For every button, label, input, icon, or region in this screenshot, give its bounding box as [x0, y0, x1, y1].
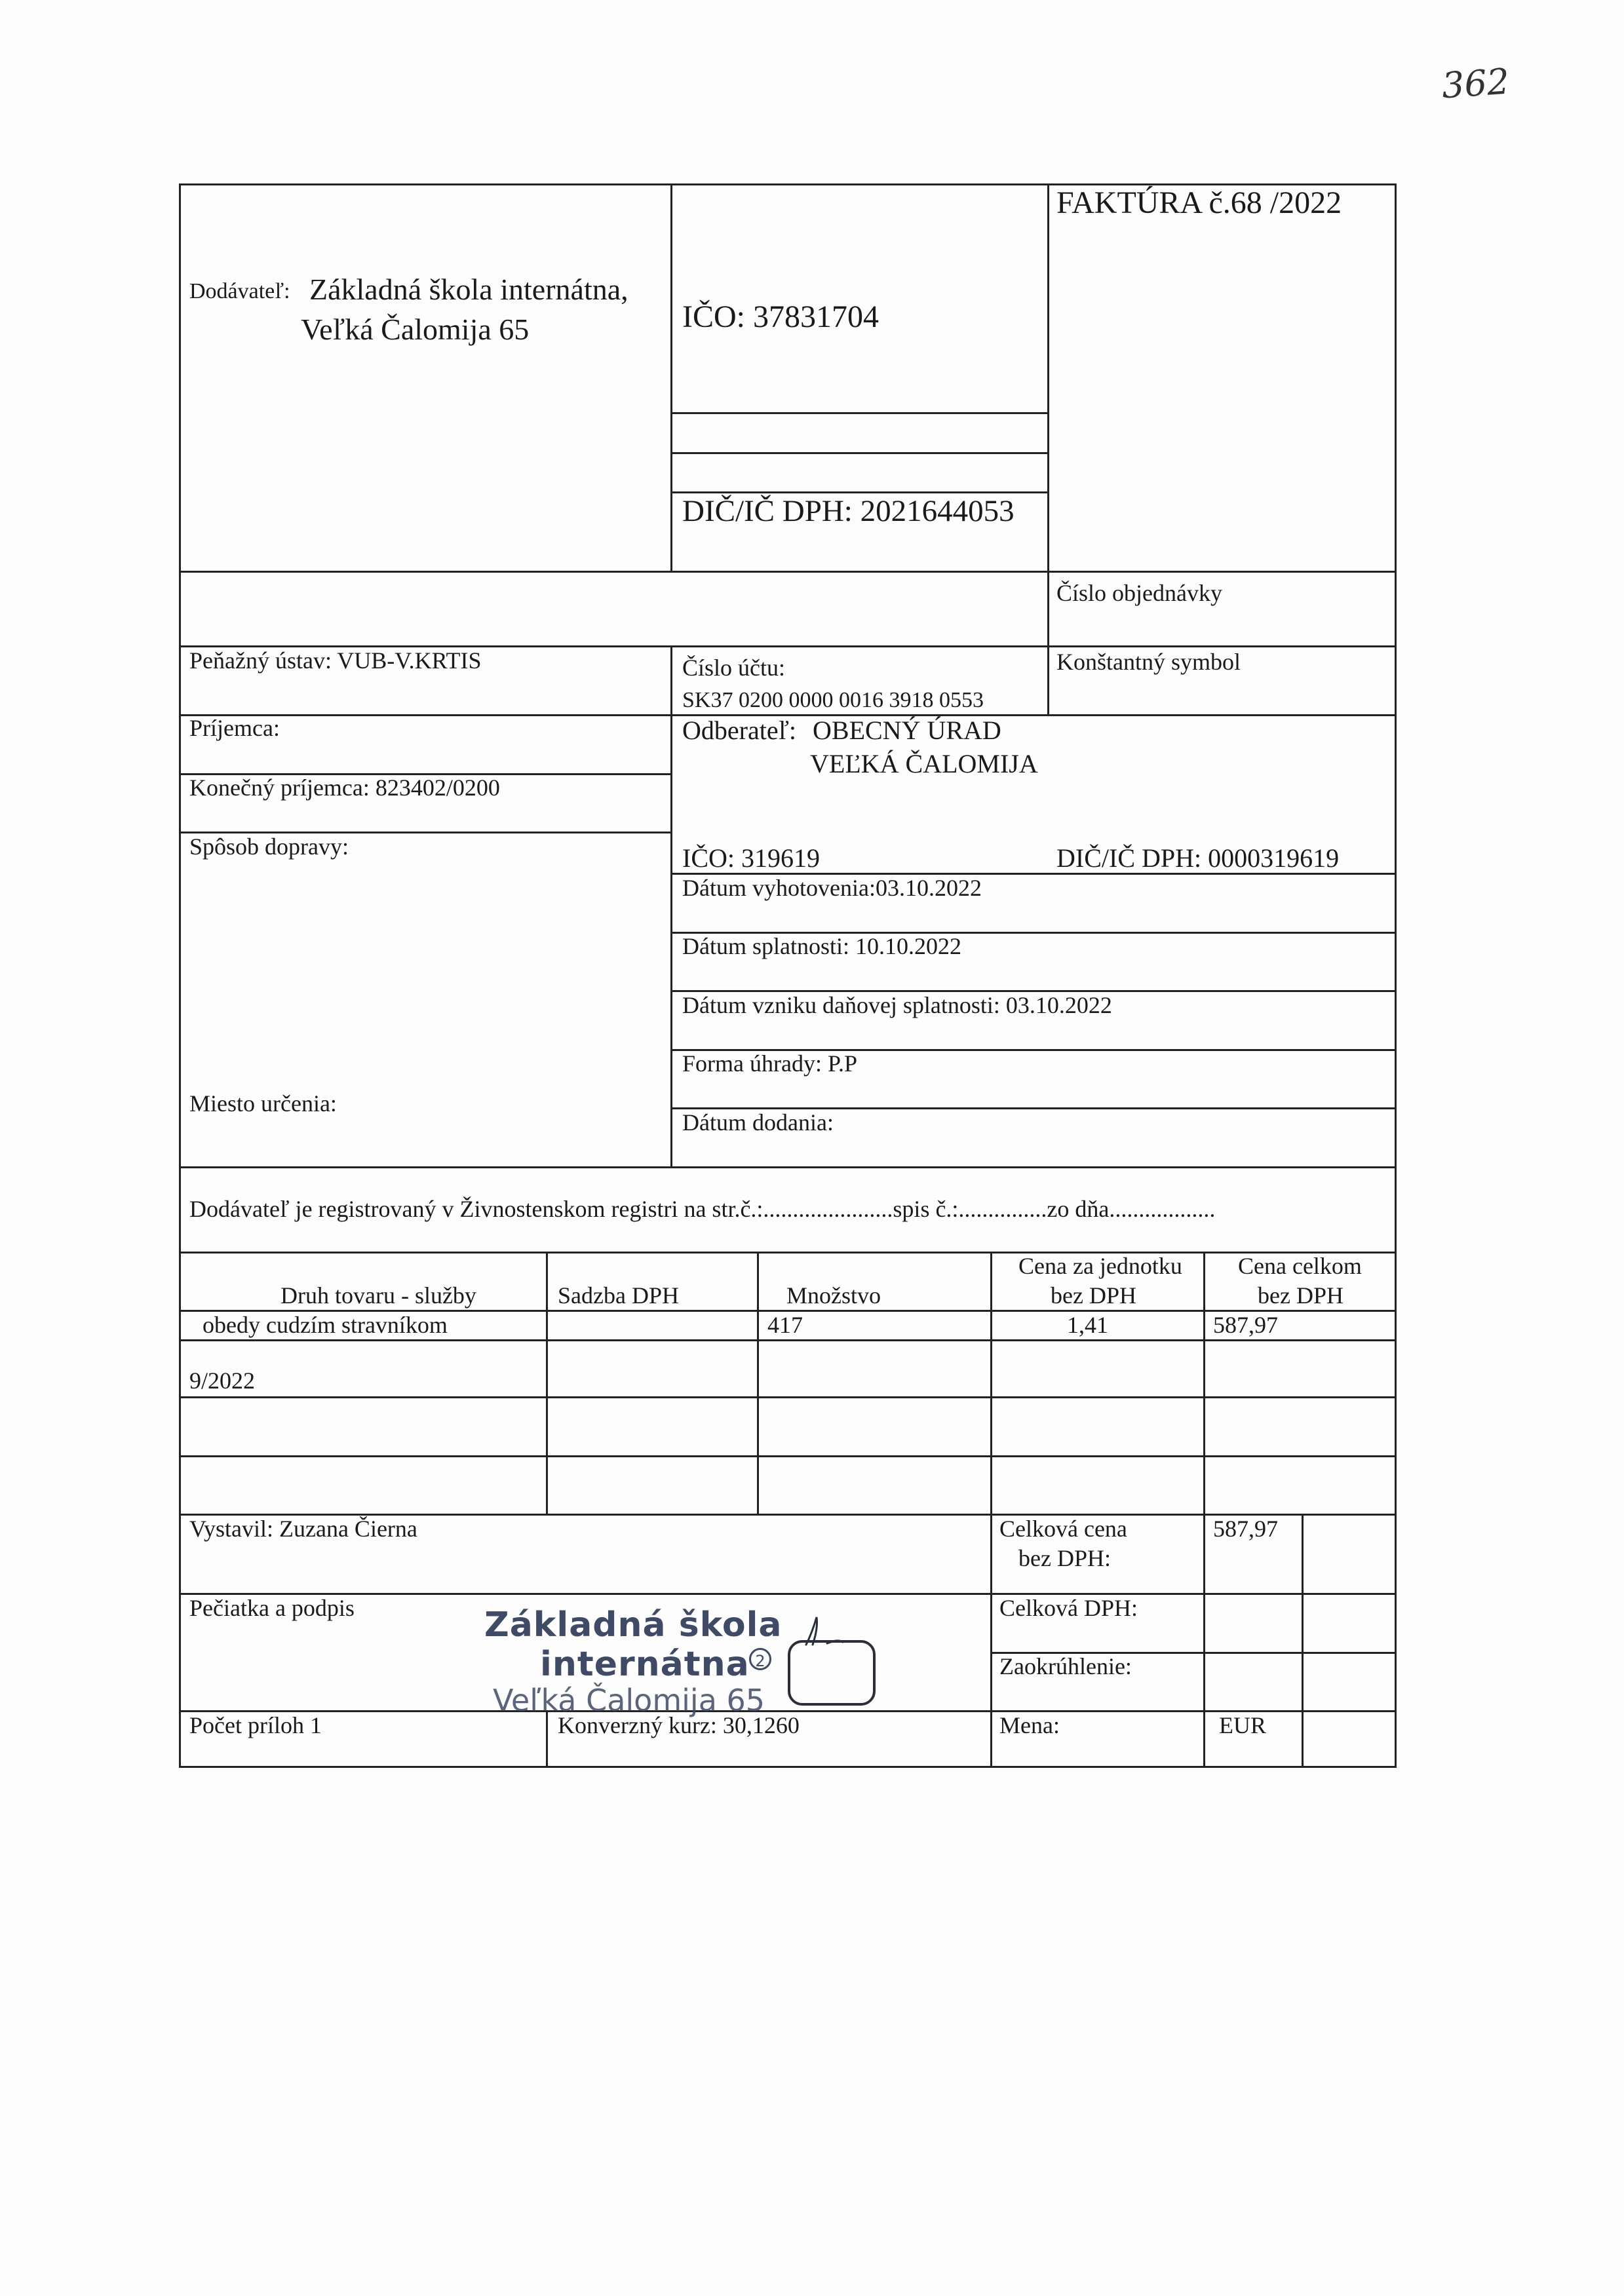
row-quantity: 417: [767, 1312, 803, 1338]
table-rule: [670, 452, 1047, 454]
delivery-date: Dátum dodania:: [682, 1109, 834, 1136]
header-description: Druh tovaru - služby: [280, 1282, 476, 1309]
table-rule: [546, 1710, 548, 1768]
table-rule: [179, 1396, 1397, 1398]
supplier-dic: DIČ/IČ DPH: 2021644053: [682, 494, 1015, 528]
customer-label: Odberateľ:: [682, 716, 796, 745]
invoice-title: FAKTÚRA č.68 /2022: [1056, 185, 1342, 220]
row-unit-price: 1,41: [1067, 1312, 1108, 1338]
table-rule: [179, 1593, 1397, 1595]
table-rule: [670, 491, 1047, 493]
total-net-value: 587,97: [1213, 1516, 1278, 1542]
payment-form: Forma úhrady: P.P: [682, 1050, 858, 1077]
header-vat-rate: Sadzba DPH: [558, 1282, 679, 1309]
table-rule: [670, 412, 1047, 414]
row-description: 9/2022: [189, 1368, 256, 1394]
exchange-rate: Konverzný kurz: 30,1260: [558, 1712, 800, 1738]
bank-name: Peňažný ústav: VUB-V.KRTIS: [189, 647, 482, 674]
header-quantity: Množstvo: [786, 1282, 881, 1309]
stamp-number: 2: [749, 1648, 771, 1670]
total-net-label-sub: bez DPH:: [1018, 1545, 1111, 1571]
rounding-label: Zaokrúhlenie:: [999, 1653, 1132, 1679]
supplier-name: Základná škola internátna,: [309, 273, 628, 306]
constant-symbol-label: Konštantný symbol: [1056, 649, 1241, 675]
tax-point-date: Dátum vzniku daňovej splatnosti: 03.10.2022: [682, 992, 1112, 1018]
stamp-line-3: Veľká Čalomija 65: [493, 1683, 765, 1718]
registration-note: Dodávateľ je registrovaný v Živnostenskom registri na str.č.:......................spis č.:...............zo dňa..................: [189, 1196, 1216, 1222]
customer-ico: IČO: 319619: [682, 843, 820, 873]
table-rule: [1203, 1252, 1205, 1768]
supplier-address: Veľká Čalomija 65: [301, 313, 530, 346]
issued-by: Vystavil: Zuzana Čierna: [189, 1516, 417, 1542]
table-rule: [670, 183, 672, 571]
table-rule: [546, 1252, 548, 1514]
table-rule: [1302, 1514, 1304, 1768]
signature-mark: [801, 1611, 847, 1650]
order-number-label: Číslo objednávky: [1056, 580, 1222, 606]
final-recipient: Konečný príjemca: 823402/0200: [189, 775, 500, 801]
total-net-label: Celková cena: [999, 1516, 1127, 1542]
due-date: Dátum splatnosti: 10.10.2022: [682, 933, 961, 959]
table-rule: [1047, 183, 1049, 645]
table-rule: [757, 1252, 759, 1514]
supplier-label: Dodávateľ:: [189, 279, 290, 303]
table-rule: [990, 1252, 992, 1768]
row-total: 587,97: [1213, 1312, 1278, 1338]
total-vat-label: Celková DPH:: [999, 1595, 1138, 1621]
table-rule: [179, 571, 1397, 573]
table-rule: [179, 1252, 1397, 1253]
handwritten-page-number: 362: [1440, 60, 1511, 107]
table-rule: [179, 1339, 1397, 1341]
recipient-label: Príjemca:: [189, 715, 280, 741]
destination-label: Miesto určenia:: [189, 1090, 337, 1117]
stamp-signature-label: Pečiatka a podpis: [189, 1595, 355, 1621]
account-label: Číslo účtu:: [682, 655, 786, 681]
table-rule: [179, 1455, 1397, 1457]
header-total: Cena celkom: [1238, 1253, 1362, 1279]
customer-name: OBECNÝ ÚRAD: [813, 716, 1001, 745]
table-rule: [179, 1166, 1397, 1168]
transport-label: Spôsob dopravy:: [189, 833, 349, 860]
issue-date: Dátum vyhotovenia:03.10.2022: [682, 875, 982, 901]
currency-value: EUR: [1219, 1712, 1266, 1738]
account-number: SK37 0200 0000 0016 3918 0553: [682, 688, 984, 712]
customer-dic: DIČ/IČ DPH: 0000319619: [1056, 843, 1340, 873]
header-unit-price: Cena za jednotku: [1018, 1253, 1182, 1279]
header-total-sub: bez DPH: [1258, 1282, 1344, 1309]
stamp-line-2: internátna: [540, 1645, 750, 1684]
table-rule: [670, 645, 672, 1166]
stamp-frame: [788, 1640, 876, 1706]
table-rule: [1047, 645, 1049, 714]
stamp-line-1: Základná škola: [484, 1605, 783, 1645]
row-description: obedy cudzím stravníkom: [203, 1312, 448, 1338]
attachments-count: Počet príloh 1: [189, 1712, 322, 1738]
currency-label: Mena:: [999, 1712, 1060, 1738]
customer-address: VEĽKÁ ČALOMIJA: [810, 749, 1038, 778]
header-unit-price-sub: bez DPH: [1051, 1282, 1136, 1309]
supplier-ico: IČO: 37831704: [682, 299, 879, 334]
